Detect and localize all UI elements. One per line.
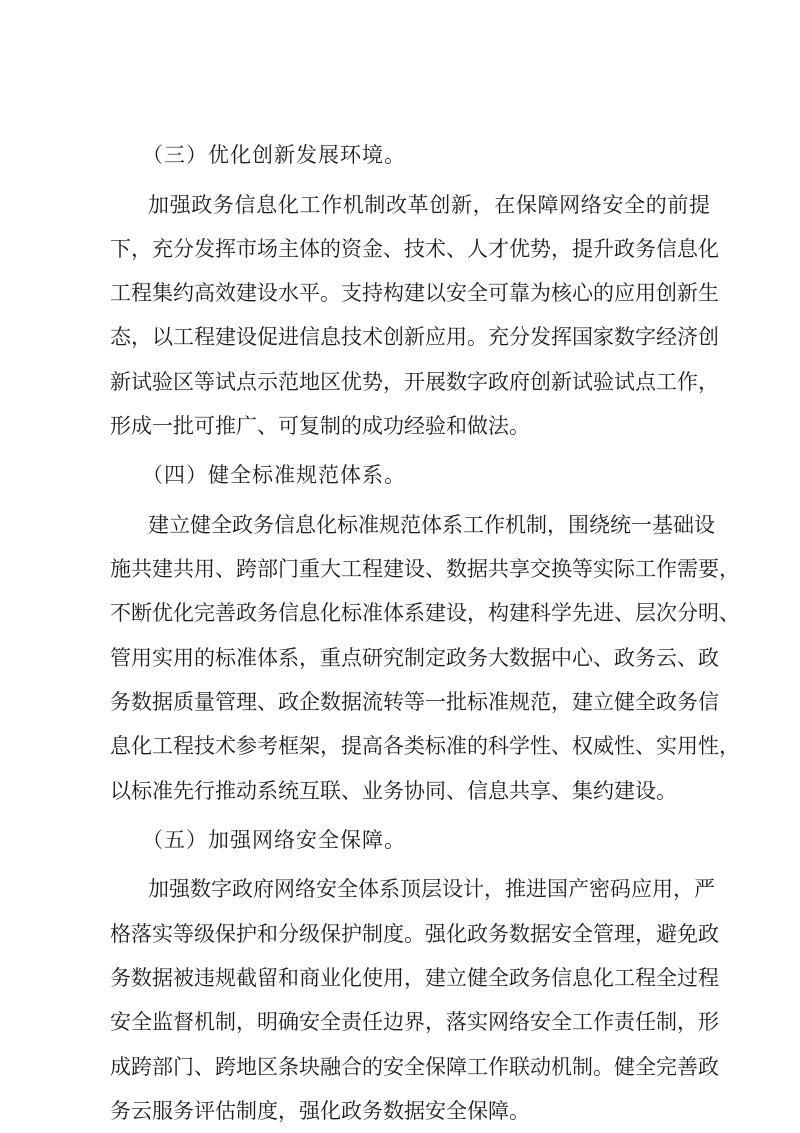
section-heading: （四）健全标准规范体系。 (142, 463, 406, 488)
section-paragraph (110, 867, 719, 1133)
section-heading: （三）优化创新发展环境。 (142, 143, 406, 167)
paragraph-line: 加强数字政府网络安全体系顶层设计，推进国产密码应用，严 (148, 877, 715, 902)
paragraph-line: 新试验区等试点示范地区优势，开展数字政府创新试验试点工作， (110, 369, 719, 394)
section-paragraph (110, 183, 719, 449)
section-4 (110, 448, 740, 813)
paragraph-line: 成跨部门、跨地区条块融合的安全保障工作联动机制。健全完善政 (110, 1054, 719, 1079)
section-heading: （五）加强网络安全保障。 (142, 827, 406, 852)
paragraph-line: 务云服务评估制度，强化政务数据安全保障。 (110, 1098, 530, 1123)
paragraph-line: 建立健全政务信息化标准规范体系工作机制，围绕统一基础设 (148, 512, 715, 537)
paragraph-line: 管用实用的标准体系，重点研究制定政务大数据中心、政务云、政 (110, 645, 719, 670)
section-3 (110, 128, 719, 448)
section-paragraph (110, 503, 740, 813)
paragraph-line: 以标准先行推动系统互联、业务协同、信息共享、集约建设。 (110, 778, 677, 803)
paragraph-line: 下，充分发挥市场主体的资金、技术、人才优势，提升政务信息化 (110, 236, 719, 261)
paragraph-line: 息化工程技术参考框架，提高各类标准的科学性、权威性、实用性， (110, 734, 740, 759)
paragraph-line: 务数据被违规截留和商业化使用，建立健全政务信息化工程全过程 (110, 965, 719, 990)
paragraph-line: 安全监督机制，明确安全责任边界，落实网络安全工作责任制，形 (110, 1010, 719, 1035)
paragraph-line: 施共建共用、跨部门重大工程建设、数据共享交换等实际工作需要， (110, 557, 740, 582)
paragraph-line: 态，以工程建设促进信息技术创新应用。充分发挥国家数字经济创 (110, 325, 719, 350)
paragraph-line: 务数据质量管理、政企数据流转等一批标准规范，建立健全政务信 (110, 689, 719, 714)
paragraph-line: 不断优化完善政务信息化标准体系建设，构建科学先进、层次分明、 (110, 601, 740, 626)
paragraph-line: 形成一批可推广、可复制的成功经验和做法。 (110, 413, 530, 438)
document-page (110, 128, 740, 1133)
paragraph-line: 加强政务信息化工作机制改革创新，在保障网络安全的前提 (148, 192, 710, 217)
paragraph-line: 工程集约高效建设水平。支持构建以安全可靠为核心的应用创新生 (110, 281, 719, 306)
paragraph-line: 格落实等级保护和分级保护制度。强化政务数据安全管理，避免政 (110, 921, 719, 946)
section-5 (110, 813, 719, 1133)
